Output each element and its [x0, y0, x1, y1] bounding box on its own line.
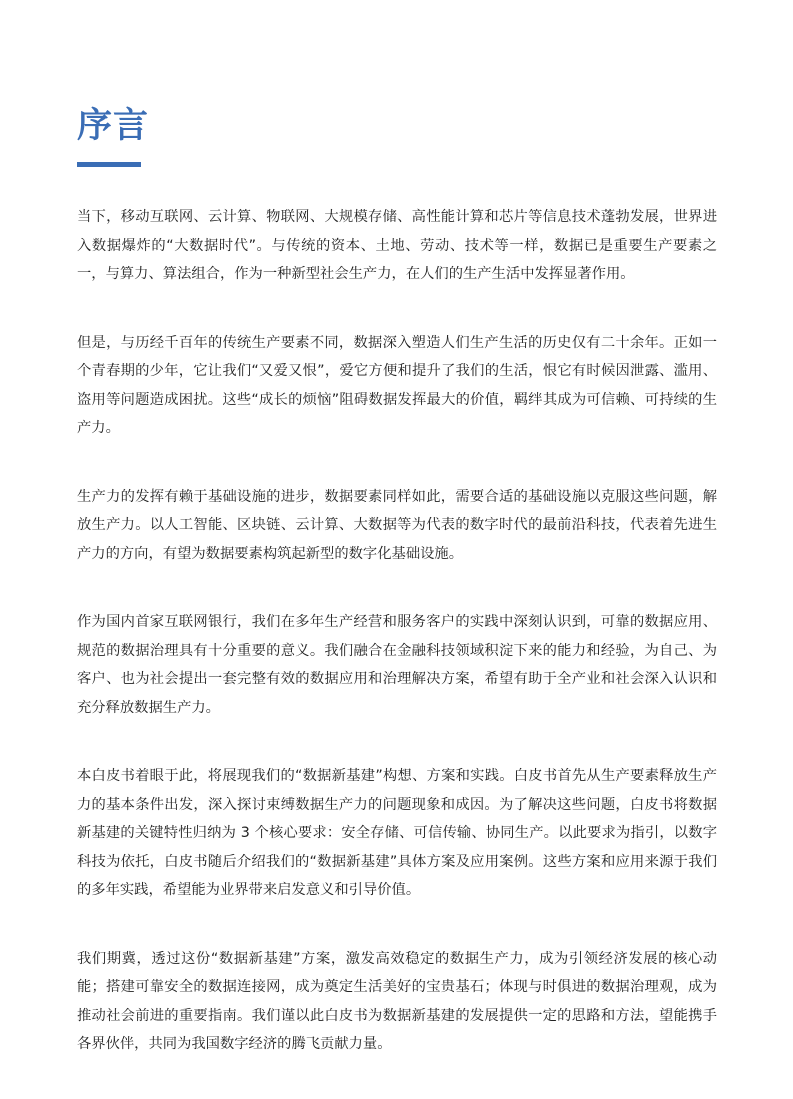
body-text — [77, 203, 717, 1099]
paragraph-2: 但是，与历经千百年的传统生产要素不同，数据深入塑造人们生产生活的历史仅有二十余年。正如一个青春期的少年，它让我们“又爱又恨”，爱它方便和提升了我们的生活，恨它有时候因泄露、滥用、盗用等问题造成困扰。这些“成长的烦恼”阻碍数据发挥最大的价值，羁绊其成为可信赖、可持续的生产力。 — [77, 334, 717, 436]
paragraph-5: 本白皮书着眼于此，将展现我们的“数据新基建”构想、方案和实践。白皮书首先从生产要素释放生产力的基本条件出发，深入探讨束缚数据生产力的问题现象和成因。为了解决这些问题，白皮书将数据新基建的关键特性归纳为 3 个核心要求：安全存储、可信传输、协同生产。以此要求为指引，以数字科技为依托，白皮书随后介绍我们的“数据新基建”具体方案及应用案例。这些方案和应用来源于我们的多年实践，希望能为业界带来启发意义和引导价值。 — [77, 768, 717, 898]
paragraph-6: 我们期冀，透过这份“数据新基建”方案，激发高效稳定的数据生产力，成为引领经济发展的核心动能；搭建可靠安全的数据连接网，成为奠定生活美好的宝贵基石；体现与时俱进的数据治理观，成为推动社会前进的重要指南。我们谨以此白皮书为数据新基建的发展提供一定的思路和方法，望能携手各界伙伴，共同为我国数字经济的腾飞贡献力量。 — [77, 950, 717, 1052]
title-underline — [77, 162, 141, 167]
paragraph-3: 生产力的发挥有赖于基础设施的进步，数据要素同样如此，需要合适的基础设施以克服这些问题，解放生产力。以人工智能、区块链、云计算、大数据等为代表的数字时代的最前沿科技，代表着先进生产力的方向，有望为数据要素构筑起新型的数字化基础设施。 — [77, 488, 717, 562]
paragraph-1: 当下，移动互联网、云计算、物联网、大规模存储、高性能计算和芯片等信息技术蓬勃发展，世界进入数据爆炸的“大数据时代”。与传统的资本、土地、劳动、技术等一样，数据已是重要生产要素之一，与算力、算法组合，作为一种新型社会生产力，在人们的生产生活中发挥显著作用。 — [77, 209, 717, 282]
paragraph-4: 作为国内首家互联网银行，我们在多年生产经营和服务客户的实践中深刻认识到，可靠的数据应用、规范的数据治理具有十分重要的意义。我们融合在金融科技领域积淀下来的能力和经验，为自己、为客户、也为社会提出一套完整有效的数据应用和治理解决方案，希望有助于全产业和社会深入认识和充分释放数据生产力。 — [77, 614, 717, 716]
page-title: 序言 — [77, 106, 150, 146]
